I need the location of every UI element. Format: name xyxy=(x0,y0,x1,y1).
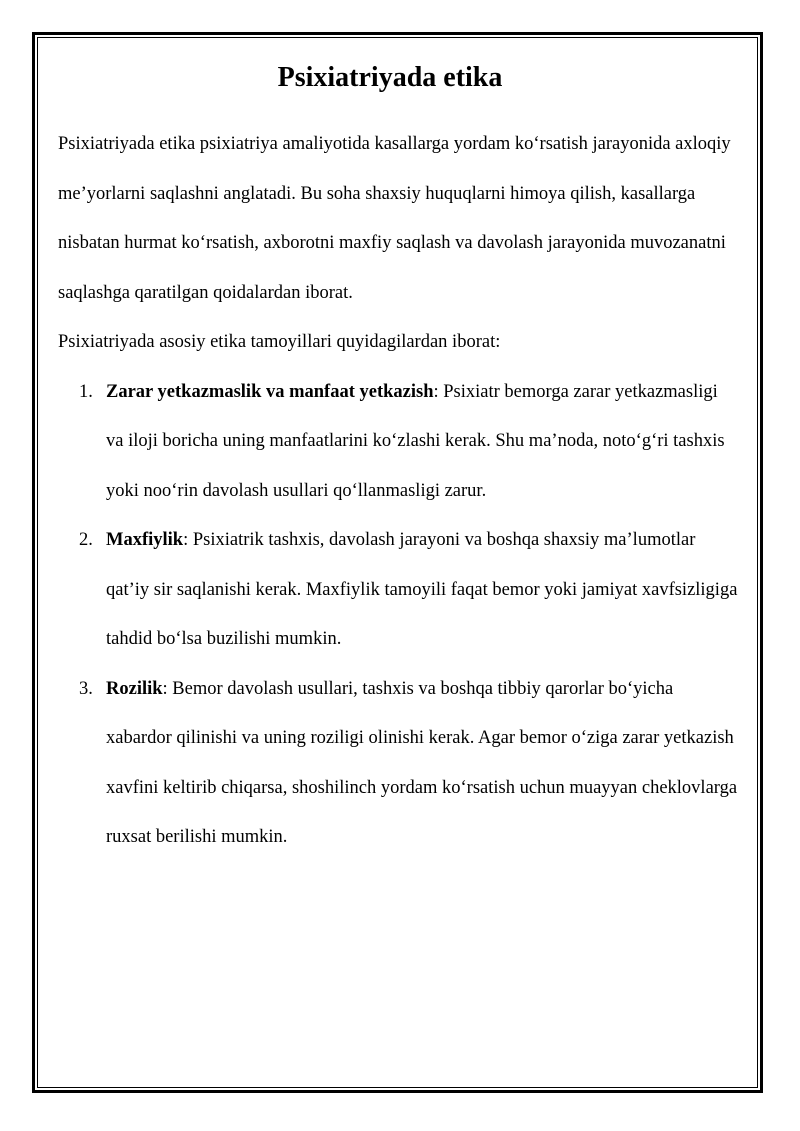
principle-term: Maxfiylik xyxy=(106,530,184,550)
list-intro: Psixiatriyada asosiy etika tamoyillari quyidagilardan iborat: xyxy=(58,332,501,352)
principle-term: Zarar yetkazmaslik va manfaat yetkazish xyxy=(106,381,434,402)
list-item xyxy=(58,368,738,517)
list-item xyxy=(58,665,738,863)
principle-text: : Psixiatrik tashxis, davolash jarayoni va boshqa shaxsiy ma’lumotlar qat’iy sir saqlanishi kerak. Maxfiylik tamoyili faqat bemor yoki jamiyat xavfsizligiga tahdid bo‘lsa buzilishi mumkin. xyxy=(106,530,738,649)
list-number: 3. xyxy=(79,678,93,699)
document-body xyxy=(58,120,738,863)
list-number: 2. xyxy=(79,530,93,550)
principle-text: : Bemor davolash usullari, tashxis va boshqa tibbiy qarorlar bo‘yicha xabardor qilinishi va uning roziligi olinishi kerak. Agar bemor o‘ziga zarar yetkazish xavfini keltirib chiqarsa, shoshilinch yordam ko‘rsatish uchun muayyan cheklovlarga ruxsat berilishi mumkin. xyxy=(106,678,738,847)
page-title: Psixiatriyada etika xyxy=(277,62,503,93)
principle-text: : Psixiatr bemorga zarar yetkazmasligi va iloji boricha uning manfaatlarini ko‘zlashi kerak. Shu ma’noda, noto‘g‘ri tashxis yoki noo‘rin davolash usullari qo‘llanmasligi zarur. xyxy=(106,381,725,501)
principles-list xyxy=(58,368,738,863)
intro-paragraph: Psixiatriyada etika psixiatriya amaliyotida kasallarga yordam ko‘rsatish jarayonida axloqiy me’yorlarni saqlashni anglatadi. Bu soha shaxsiy huquqlarni himoya qilish, kasallarga nisbatan hurmat ko‘rsatish, axborotni maxfiy saqlash va davolash jarayonida muvozanatni saqlashga qaratilgan qoidalardan iborat. xyxy=(58,134,731,303)
list-number: 1. xyxy=(79,381,93,402)
list-item xyxy=(58,516,738,665)
principle-term: Rozilik xyxy=(106,678,163,699)
